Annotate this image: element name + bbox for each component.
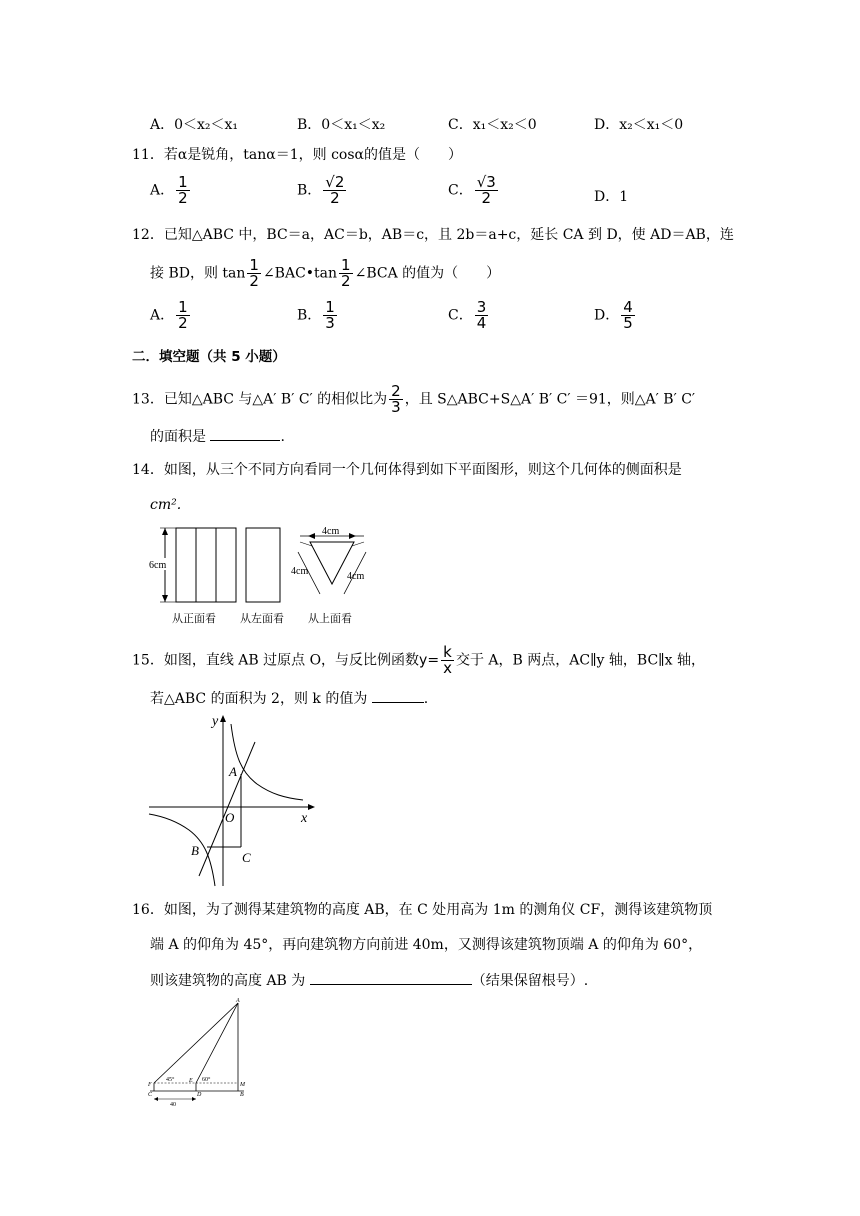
q15-stem-line1 bbox=[132, 645, 705, 676]
caption-top-view: 从上面看 bbox=[308, 612, 352, 625]
text-run: . bbox=[280, 429, 285, 445]
fraction-k-over-x bbox=[441, 645, 454, 676]
option-label: C． bbox=[448, 307, 473, 324]
fraction bbox=[621, 300, 635, 331]
point-a-label: A bbox=[229, 764, 237, 779]
point-f-label: F bbox=[148, 1082, 152, 1088]
numerator: √3 bbox=[476, 173, 496, 191]
dim-4cm-top-label: 4cm bbox=[322, 526, 340, 537]
sight-line-ea bbox=[196, 1003, 238, 1083]
answer-blank[interactable] bbox=[372, 688, 424, 703]
option-label: A． bbox=[150, 182, 175, 199]
text-run: 交于 A，B 两点，AC∥y 轴，BC∥x 轴， bbox=[455, 652, 705, 669]
point-a-label: A bbox=[236, 998, 240, 1004]
q11-option-c bbox=[448, 175, 500, 206]
text-run: 接 BD，则 tan bbox=[150, 265, 246, 282]
top-view bbox=[291, 526, 366, 594]
angle-60-label: 60° bbox=[202, 1077, 211, 1083]
fraction-half bbox=[247, 258, 261, 289]
option-label: A． bbox=[150, 307, 175, 324]
text-run: 13．已知△ABC 与△A′ B′ C′ 的相似比为 bbox=[132, 391, 388, 408]
q11-option-b bbox=[297, 175, 348, 206]
denominator: 2 bbox=[341, 272, 351, 290]
dim-4cm-right-label: 4cm bbox=[347, 571, 365, 582]
point-e-label: E bbox=[189, 1078, 193, 1084]
denominator: 4 bbox=[476, 314, 487, 332]
point-b-label: B bbox=[240, 1092, 244, 1098]
point-d-label: D bbox=[197, 1092, 202, 1098]
q16-stem-line1: 16．如图，为了测得某建筑物的高度 AB，在 C 处用高为 1m 的测角仪 CF，测得该建筑物顶 bbox=[132, 902, 713, 918]
section-title: 二．填空题（共 5 小题） bbox=[132, 349, 286, 365]
q16-building-figure bbox=[140, 995, 265, 1107]
hyperbola-branch-q1 bbox=[231, 724, 303, 800]
numerator: 1 bbox=[341, 256, 351, 274]
denominator: x bbox=[443, 659, 452, 677]
q13-stem-line2 bbox=[150, 426, 285, 447]
q12-option-c bbox=[448, 300, 490, 331]
q14-stem-line2: cm². bbox=[150, 497, 182, 513]
q12-option-d bbox=[594, 300, 637, 331]
numerator: 3 bbox=[476, 298, 487, 316]
option-label: D． bbox=[594, 307, 620, 324]
denominator: 3 bbox=[325, 314, 335, 332]
fraction-half bbox=[339, 258, 353, 289]
q12-stem-line1: 12．已知△ABC 中，BC＝a，AC＝b，AB＝c，且 2b＝a+c，延长 CA 到 D，使 AD＝AB，连 bbox=[132, 227, 734, 243]
x-axis-label: x bbox=[301, 811, 308, 826]
fraction bbox=[176, 175, 190, 206]
point-b-label: B bbox=[191, 843, 199, 858]
denominator: 2 bbox=[249, 272, 259, 290]
q12-stem-line2 bbox=[150, 258, 500, 289]
numerator: 1 bbox=[178, 173, 188, 191]
origin-label: O bbox=[225, 810, 235, 825]
fraction bbox=[475, 175, 498, 206]
denominator: 2 bbox=[481, 189, 492, 207]
q11-option-a bbox=[150, 175, 192, 206]
numerator: 4 bbox=[623, 298, 633, 316]
left-view bbox=[246, 528, 280, 602]
fraction bbox=[323, 300, 337, 331]
q16-stem-line3 bbox=[150, 970, 588, 991]
q14-stem-line1: 14．如图，从三个不同方向看同一个几何体得到如下平面图形，则这个几何体的侧面积是 bbox=[132, 462, 682, 478]
option-label: B． bbox=[297, 182, 322, 199]
q15-coordinate-figure bbox=[145, 712, 320, 890]
text-run: 若△ABC 的面积为 2，则 k 的值为 bbox=[150, 691, 368, 707]
sight-line-fa bbox=[154, 1003, 238, 1083]
q11-option-d: D．1 bbox=[594, 189, 629, 205]
q15-stem-line2 bbox=[150, 688, 428, 709]
point-c-label: C bbox=[242, 850, 251, 865]
q16-stem-line2: 端 A 的仰角为 45°，再向建筑物方向前进 40m，又测得该建筑物顶端 A 的仰角为 60°， bbox=[150, 937, 703, 953]
fraction-ratio bbox=[389, 384, 403, 415]
fraction bbox=[176, 300, 190, 331]
angle-45-label: 45° bbox=[166, 1077, 175, 1083]
numerator: 2 bbox=[391, 382, 401, 400]
option-label: B． bbox=[297, 307, 322, 324]
text-run: ∠BCA 的值为（ ） bbox=[354, 265, 501, 282]
hyperbola-branch-q3 bbox=[149, 814, 215, 886]
denominator: 3 bbox=[391, 398, 401, 416]
answer-blank[interactable] bbox=[310, 970, 472, 985]
numerator: 1 bbox=[178, 298, 188, 316]
dim-4cm-left-label: 4cm bbox=[291, 566, 309, 577]
text-run: ，且 S△ABC+S△A′ B′ C′ ＝91，则△A′ B′ C′ bbox=[404, 391, 696, 408]
point-c-label: C bbox=[148, 1092, 153, 1098]
fraction bbox=[323, 175, 346, 206]
denominator: 2 bbox=[178, 314, 188, 332]
numerator: 1 bbox=[325, 298, 335, 316]
denominator: 5 bbox=[623, 314, 633, 332]
text-run: 15．如图，直线 AB 过原点 O，与反比例函数 bbox=[132, 652, 420, 669]
text-run: （结果保留根号）. bbox=[471, 973, 589, 989]
function-lhs: y= bbox=[419, 652, 440, 669]
text-run: ∠BAC•tan bbox=[262, 265, 338, 282]
point-m-label: M bbox=[240, 1082, 245, 1088]
caption-left-view: 从左面看 bbox=[240, 612, 284, 625]
fraction bbox=[475, 300, 489, 331]
numerator: √2 bbox=[325, 173, 345, 191]
q10-option-b: B．0＜x₁＜x₂ bbox=[297, 117, 386, 133]
denominator: 2 bbox=[178, 189, 188, 207]
answer-blank[interactable] bbox=[210, 426, 280, 441]
numerator: k bbox=[441, 645, 454, 661]
dim-6cm-label: 6cm bbox=[149, 560, 167, 571]
q10-option-a: A．0＜x₂＜x₁ bbox=[150, 117, 239, 133]
q13-stem-line1 bbox=[132, 384, 695, 415]
numerator: 1 bbox=[249, 256, 259, 274]
q10-option-c: C．x₁＜x₂＜0 bbox=[448, 117, 537, 133]
q12-option-b bbox=[297, 300, 339, 331]
q10-option-d: D．x₂＜x₁＜0 bbox=[594, 117, 684, 133]
y-axis-label: y bbox=[212, 714, 219, 729]
q14-three-views-figure bbox=[140, 522, 390, 628]
caption-front-view: 从正面看 bbox=[172, 612, 216, 625]
q11-stem: 11．若α是锐角，tanα＝1，则 cosα的值是（ ） bbox=[132, 147, 462, 163]
text-run: 的面积是 bbox=[150, 429, 206, 445]
text-run: 则该建筑物的高度 AB 为 bbox=[150, 973, 306, 989]
denominator: 2 bbox=[330, 189, 340, 207]
text-run: . bbox=[423, 691, 429, 707]
distance-40-label: 40 bbox=[170, 1102, 176, 1107]
front-view bbox=[148, 528, 236, 602]
q12-option-a bbox=[150, 300, 192, 331]
option-label: C． bbox=[448, 182, 473, 199]
